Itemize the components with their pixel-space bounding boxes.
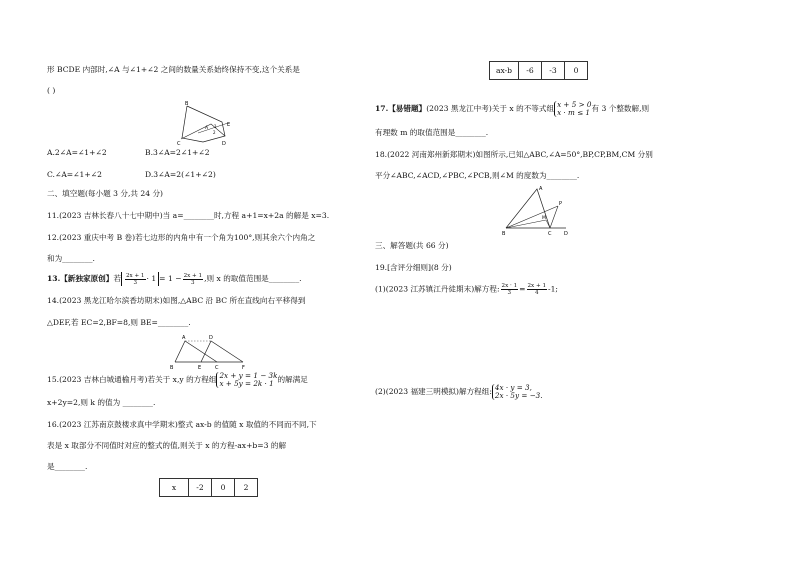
q16-line1: 16.(2023 江苏南京鼓楼求真中学期末)整式 ax-b 的值随 x 取值的不同而不同,下: [47, 420, 317, 429]
fig2-label-f: F: [242, 365, 245, 371]
q16-table-x: [159, 478, 258, 497]
q19-equation-system: 4x · y = 3, 2x · 5y = −3.: [492, 384, 543, 400]
q10-option-c: C.∠A=∠1+∠2: [47, 170, 102, 179]
table-cell: 2: [235, 479, 258, 497]
fig1-label-c: C: [177, 141, 181, 146]
q14-line2: △DEF,若 EC=2,BF=8,则 BE=________.: [47, 318, 191, 327]
fig3-label-p: P: [559, 201, 563, 207]
fig1-label-b: B: [185, 101, 189, 107]
q10-line1: 形 BCDE 内部时,∠A 与∠1+∠2 之间的数量关系始终保持不变,这个关系是: [47, 65, 300, 74]
q19-title: 19.[含评分细则](8 分): [375, 263, 452, 272]
fig3-label-m: M: [542, 216, 546, 221]
figure-angle-bisectors: [502, 184, 572, 238]
fig2-label-c: C: [215, 365, 219, 371]
q19-part1: (1)(2023 江苏镇江丹徒期末)解方程: $\frac{2x \cdot 1}{3}$ = $\frac{2x + 1}{4}$ -1;: [375, 283, 558, 296]
q10-answer-paren: ( ): [47, 86, 56, 95]
table-cell: -6: [519, 62, 542, 80]
fig2-label-a: A: [182, 335, 186, 341]
table-cell: -3: [542, 62, 565, 80]
fig2-label-e: E: [198, 365, 202, 371]
figure-pentagon-bcde: [176, 100, 238, 146]
q19-part2: (2)(2023 福建三明模拟)解方程组: 4x · y = 3, 2x · 5y = −3.: [375, 383, 543, 400]
fig1-label-2: 2: [213, 130, 216, 135]
fig1-label-e: E: [227, 122, 231, 128]
q10-option-a: A.2∠A=∠1+∠2: [47, 148, 107, 157]
q17-inequality-system: x + 5 > 0 x · m ≤ 1: [554, 101, 591, 117]
table-cell: 0: [565, 62, 588, 80]
fig1-label-1: 1: [214, 124, 217, 129]
q17-line1: 17.【易错题】(2023 黑龙江中考)关于 x 的不等式组 x + 5 > 0 x · m ≤ 1 有 3 个整数解,则: [375, 100, 650, 117]
fig3-label-c: C: [548, 231, 552, 237]
fig2-label-d: D: [209, 335, 213, 341]
q15-line1: 15.(2023 吉林白城通榆月考)若关于 x,y 的方程组 2x + y = 1 − 3k x + 5y = 2k · 1 的解满足: [47, 371, 308, 388]
section-solutions-title: 三、解答题(共 66 分): [375, 241, 449, 250]
q17-tag: 17.【易错题】: [375, 104, 427, 113]
fig1-label-d: D: [222, 141, 226, 146]
q13-text: 13.【新独家原创】若 $\frac{2x + 1}{3}$ · 1 = 1 − $\frac{2x + 1}{3}$ ,则 x 的取值范围是________.: [47, 272, 302, 286]
q13-absolute-value: $\frac{2x + 1}{3}$ · 1: [121, 272, 159, 286]
q12-line2: 和为________.: [47, 254, 95, 263]
figure-triangle-translation: [167, 333, 251, 371]
fig3-label-a: A: [539, 186, 543, 192]
q16-line2: 表是 x 取部分不同值时对应的整式的值,则关于 x 的方程-ax+b=3 的解: [47, 441, 287, 450]
q17-line2: 有理数 m 的取值范围是________.: [375, 128, 489, 137]
q10-option-d: D.3∠A=2(∠1+∠2): [145, 170, 216, 179]
q18-line2: 平分∠ABC,∠ACD,∠PBC,∠PCB,则∠M 的度数为________.: [375, 171, 580, 180]
table-cell: x: [160, 479, 189, 497]
fig2-label-b: B: [170, 365, 174, 371]
q12-line1: 12.(2023 重庆中考 B 卷)若七边形的内角中有一个角为100°,则其余六个内角之: [47, 233, 316, 242]
table-cell: ax-b: [490, 62, 519, 80]
q15-equation-system: 2x + y = 1 − 3k x + 5y = 2k · 1: [216, 372, 277, 388]
q13-tag: 13.【新独家原创】: [47, 274, 114, 283]
q11-text: 11.(2023 吉林长春八十七中期中)当 a=________时,方程 a+1=x+2a 的解是 x=3.: [47, 211, 330, 220]
q15-line2: x+2y=2,则 k 的值为 ________.: [47, 398, 156, 407]
table-cell: 0: [212, 479, 235, 497]
fig1-label-a: A: [205, 126, 209, 131]
q14-line1: 14.(2023 黑龙江哈尔滨香坊期末)如图,△ABC 沿 BC 所在直线向右平移得到: [47, 296, 306, 305]
fig3-label-d: D: [564, 231, 568, 237]
section-fill-in-title: 二、填空题(每小题 3 分,共 24 分): [47, 189, 164, 198]
q16-line3: 是________.: [47, 462, 88, 471]
q18-line1: 18.(2022 河南郑州新郑期末)如图所示,已知△ABC,∠A=50°,BP,CP,BM,CM 分别: [375, 150, 653, 159]
table-cell: -2: [189, 479, 212, 497]
fig3-label-b: B: [502, 231, 506, 237]
q10-option-b: B.3∠A=2∠1+∠2: [145, 148, 210, 157]
q16-table-value: [489, 61, 588, 80]
